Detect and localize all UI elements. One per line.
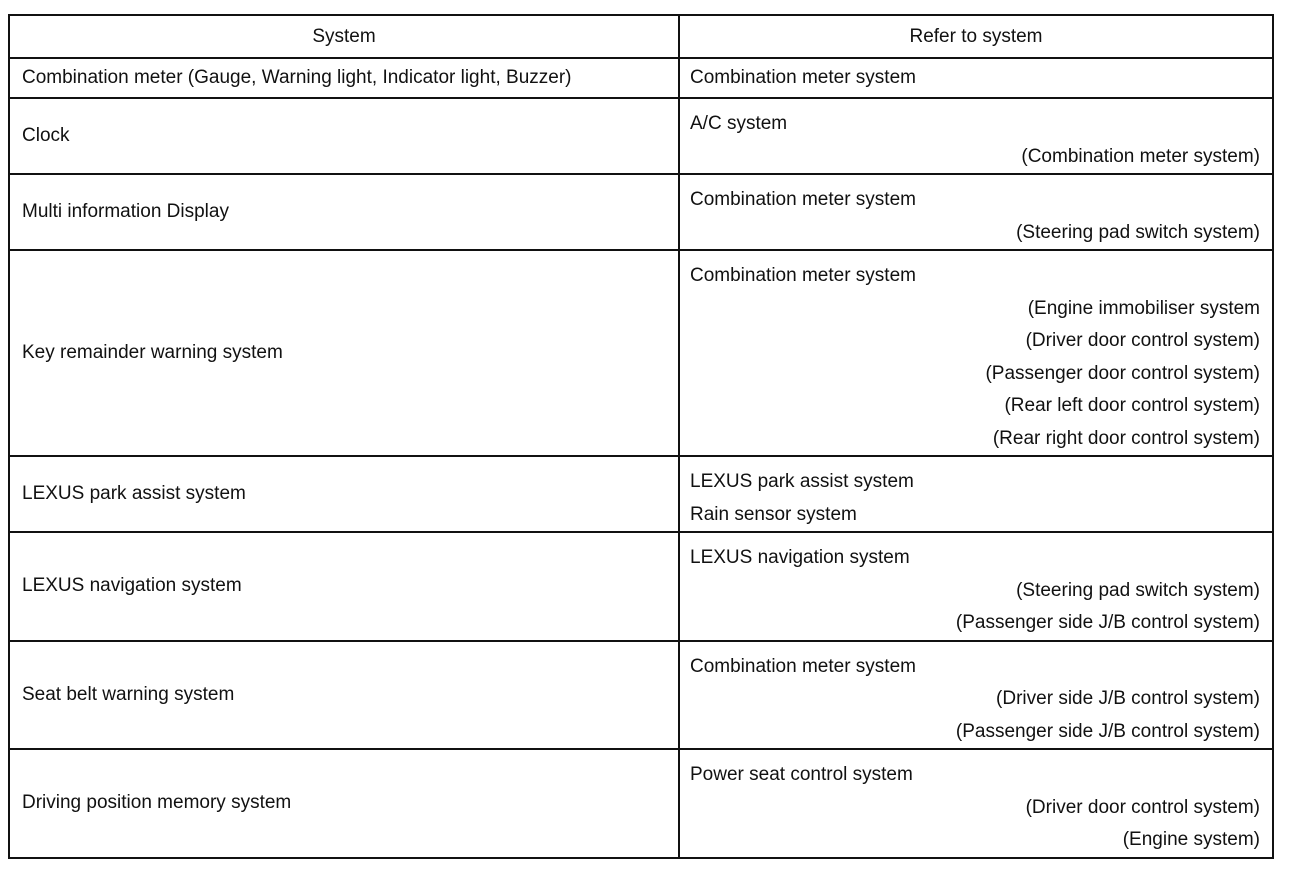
table-row — [9, 641, 1273, 750]
refer-system-related: (Steering pad switch system) — [1016, 579, 1260, 601]
refer-system-main: Combination meter system — [690, 265, 916, 286]
system-cell: Key remainder warning system — [9, 250, 679, 456]
header-refer-to-system: Refer to system — [679, 15, 1273, 58]
refer-system-related: (Passenger side J/B control system) — [955, 720, 1260, 742]
refer-system-related: (Steering pad switch system) — [1016, 221, 1260, 243]
table-row — [9, 98, 1273, 174]
refer-system-related: (Combination meter system) — [1021, 145, 1260, 167]
refer-to-system-cell — [679, 749, 1273, 858]
refer-system-main: LEXUS park assist system — [690, 471, 914, 492]
refer-system-main: LEXUS navigation system — [690, 547, 910, 568]
refer-system-related: (Engine immobiliser system — [1027, 297, 1260, 319]
refer-system-related: (Rear left door control system) — [1004, 395, 1260, 416]
table-header-row — [9, 15, 1273, 58]
table-row — [9, 456, 1273, 532]
system-cell: LEXUS park assist system — [9, 456, 679, 532]
header-system: System — [9, 15, 679, 58]
system-cell: Multi information Display — [9, 174, 679, 250]
system-cell: Clock — [9, 98, 679, 174]
refer-system-related: (Passenger side J/B control system) — [955, 612, 1260, 633]
system-cell: Combination meter (Gauge, Warning light, Indicator light, Buzzer) — [9, 58, 679, 98]
table-row — [9, 749, 1273, 858]
refer-system-main: Rain sensor system — [690, 503, 857, 525]
refer-to-system-cell — [679, 456, 1273, 532]
system-cell: Seat belt warning system — [9, 641, 679, 750]
refer-system-related: (Passenger door control system) — [985, 362, 1260, 384]
system-cell: Driving position memory system — [9, 749, 679, 858]
refer-to-system-cell — [679, 532, 1273, 641]
refer-to-system-cell — [679, 250, 1273, 456]
refer-system-main: A/C system — [690, 113, 788, 134]
refer-system-main: Combination meter system — [690, 655, 916, 677]
refer-system-related: (Driver door control system) — [1025, 330, 1260, 351]
refer-to-system-cell — [679, 98, 1273, 174]
table-row — [9, 58, 1273, 98]
system-cell: LEXUS navigation system — [9, 532, 679, 641]
refer-system-related: (Engine system) — [1122, 829, 1260, 850]
table-row — [9, 174, 1273, 250]
table-row — [9, 532, 1273, 641]
refer-system-related: (Driver side J/B control system) — [996, 688, 1260, 709]
refer-to-system-cell — [679, 174, 1273, 250]
system-reference-table — [8, 14, 1274, 859]
refer-to-system-cell — [679, 641, 1273, 750]
refer-system-related: (Rear right door control system) — [992, 427, 1260, 449]
table-row — [9, 250, 1273, 456]
refer-system-main: Power seat control system — [690, 764, 913, 785]
refer-system-main: Combination meter system — [690, 66, 916, 88]
refer-system-main: Combination meter system — [690, 189, 916, 210]
refer-to-system-cell — [679, 58, 1273, 98]
refer-system-related: (Driver door control system) — [1025, 796, 1260, 818]
